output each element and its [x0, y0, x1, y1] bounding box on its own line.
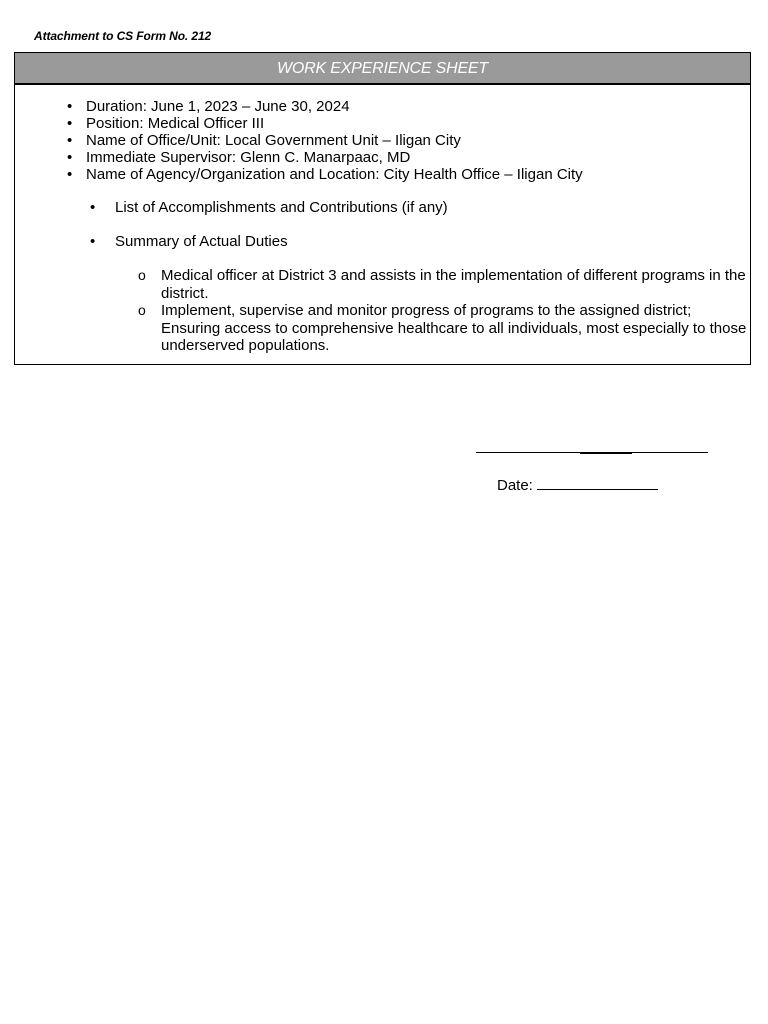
date-blank-line	[537, 475, 658, 490]
accomplishments-label: List of Accomplishments and Contributions (if any)	[115, 199, 448, 216]
bullet-icon: •	[67, 166, 73, 183]
duties-list	[138, 267, 748, 355]
detail-supervisor	[67, 149, 583, 166]
bullet-icon: •	[67, 98, 73, 115]
detail-text: Immediate Supervisor: Glenn C. Manarpaac, MD	[86, 149, 411, 166]
work-experience-sheet	[14, 52, 751, 365]
signature-line-accent	[580, 452, 632, 454]
duty-item	[138, 267, 748, 302]
detail-text: Duration: June 1, 2023 – June 30, 2024	[86, 98, 350, 115]
bullet-icon: •	[90, 199, 96, 216]
duties-heading	[90, 233, 288, 250]
attachment-label: Attachment to CS Form No. 212	[34, 29, 212, 43]
detail-text: Position: Medical Officer III	[86, 115, 265, 132]
detail-text: Name of Agency/Organization and Location: City Health Office – Iligan City	[86, 166, 583, 183]
date-field	[497, 475, 658, 494]
duties-heading-label: Summary of Actual Duties	[115, 233, 288, 250]
sheet-title: WORK EXPERIENCE SHEET	[15, 53, 750, 85]
details-list	[67, 98, 583, 183]
accomplishments-heading	[90, 199, 448, 216]
detail-position	[67, 115, 583, 132]
duty-item	[138, 302, 748, 355]
detail-duration	[67, 98, 583, 115]
detail-text: Name of Office/Unit: Local Government Unit – Iligan City	[86, 132, 461, 149]
duty-text: Medical officer at District 3 and assists in the implementation of different programs in the district.	[161, 267, 746, 302]
bullet-icon: •	[67, 149, 73, 166]
detail-office-unit	[67, 132, 583, 149]
detail-agency-location	[67, 166, 583, 183]
sub-bullet-icon: o	[138, 267, 146, 283]
bullet-icon: •	[90, 233, 96, 250]
bullet-icon: •	[67, 132, 73, 149]
bullet-icon: •	[67, 115, 73, 132]
sub-bullet-icon: o	[138, 302, 146, 318]
duty-text: Implement, supervise and monitor progress of programs to the assigned district; Ensuring access to comprehensive healthcare to all individuals, most especially to those underserved populations.	[161, 302, 747, 354]
date-label: Date:	[497, 477, 533, 494]
